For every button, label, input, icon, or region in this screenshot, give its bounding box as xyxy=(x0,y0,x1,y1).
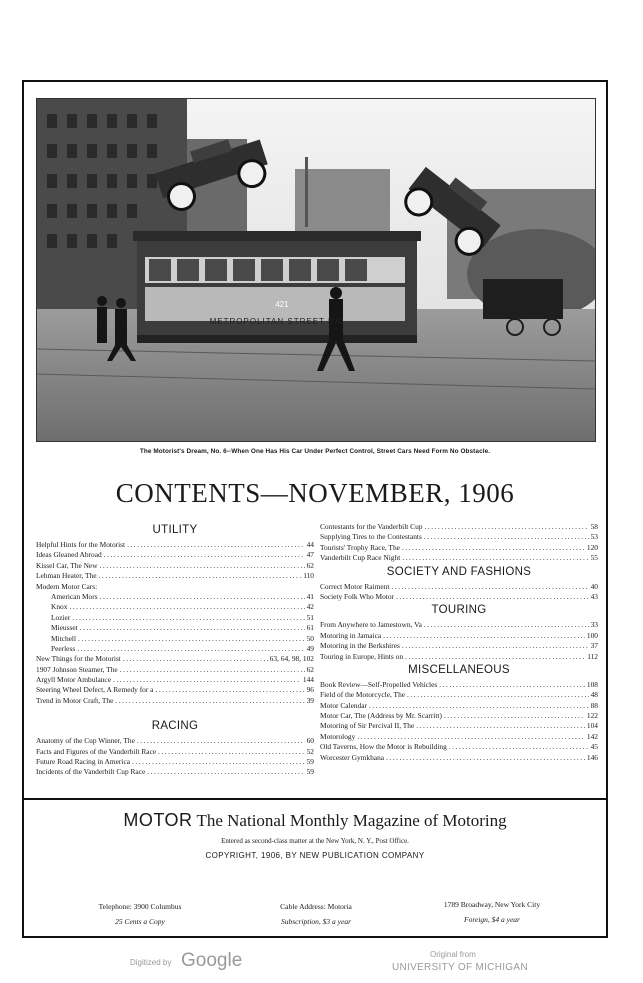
leader-dots xyxy=(155,685,304,695)
footer-telephone-block xyxy=(50,902,230,926)
contents-entry xyxy=(36,602,314,612)
copyright-line: COPYRIGHT, 1906, BY NEW PUBLICATION COMPANY xyxy=(205,851,425,860)
entry-page: 110 xyxy=(303,571,314,581)
entry-title: Field of the Motorcycle, The xyxy=(320,690,406,700)
foreign-price: Foreign, $4 a year xyxy=(464,915,520,924)
leader-dots xyxy=(132,757,305,767)
entry-title: Steering Wheel Defect, A Remedy for a xyxy=(36,685,154,695)
entry-title: Motorology xyxy=(320,731,356,741)
entry-page: 55 xyxy=(590,553,598,563)
entry-page: 96 xyxy=(306,685,314,695)
entry-title: Kissel Car, The New xyxy=(36,560,98,570)
leader-dots xyxy=(391,582,588,592)
entry-title: Society Folk Who Motor xyxy=(320,591,394,601)
entry-page: 104 xyxy=(586,721,598,731)
entry-title: Correct Motor Raiment xyxy=(320,581,390,591)
contents-entry xyxy=(36,571,314,581)
contents-entry xyxy=(320,721,598,731)
contents-entry xyxy=(36,665,314,675)
entry-title: Anatomy of the Cup Winner, The xyxy=(36,736,135,746)
leader-dots xyxy=(147,767,304,777)
leader-dots xyxy=(396,592,589,602)
magazine-tagline: The National Monthly Magazine of Motoring xyxy=(196,811,507,830)
entry-title: Motoring in the Berkshires xyxy=(320,641,400,651)
entry-page: 53 xyxy=(590,532,598,542)
contents-entry xyxy=(320,652,598,662)
entry-page: 50 xyxy=(306,633,314,643)
leader-dots xyxy=(104,550,305,560)
entry-page: 42 xyxy=(306,602,314,612)
entry-title: Incidents of the Vanderbilt Cup Race xyxy=(36,767,146,777)
contents-title: CONTENTS—NOVEMBER, 1906 xyxy=(115,478,515,508)
entry-title: From Anywhere to Jamestown, Va xyxy=(320,620,422,630)
leader-dots xyxy=(444,711,585,721)
streetcar-sign: METROPOLITAN STREET RAI xyxy=(209,317,345,326)
cable-address: Cable Address: Motoria xyxy=(280,902,352,911)
original-from-label: Original from xyxy=(430,950,476,959)
contents-entry xyxy=(36,592,314,602)
entry-title: Helpful Hints for the Motorist xyxy=(36,540,126,549)
leader-dots xyxy=(69,602,304,612)
contents-entry xyxy=(36,675,314,685)
entry-page: 61 xyxy=(306,623,314,633)
contents-entry xyxy=(36,644,314,654)
entry-page: 100 xyxy=(586,630,598,640)
contents-entry xyxy=(36,540,314,550)
entry-page: 120 xyxy=(586,542,598,552)
contents-entry xyxy=(320,553,598,563)
leader-dots xyxy=(369,701,589,711)
entry-title: Old Taverns, How the Motor is Rebuilding xyxy=(320,742,447,752)
leader-dots xyxy=(424,620,589,630)
entry-page: 47 xyxy=(306,550,314,560)
entry-page: 39 xyxy=(306,695,314,705)
entry-title: Motoring in Jamaica xyxy=(320,630,382,640)
entry-title: Argyll Motor Ambulance xyxy=(36,675,111,685)
entry-page: 44 xyxy=(306,540,314,549)
entry-page: 33 xyxy=(590,620,598,630)
entry-title: Contestants for the Vanderbilt Cup xyxy=(320,522,423,531)
entry-title: New Things for the Motorist xyxy=(36,654,121,664)
leader-dots xyxy=(99,571,302,581)
leader-dots xyxy=(100,561,305,571)
office-address: 1789 Broadway, New York City xyxy=(443,900,541,909)
entry-page: 59 xyxy=(306,757,314,767)
contents-entry xyxy=(36,561,314,571)
contents-entry xyxy=(36,550,314,560)
entry-title: Worcester Gymkhana xyxy=(320,752,385,762)
entry-title: Supplying Tires to the Contestants xyxy=(320,532,422,542)
contents-entry xyxy=(36,654,314,664)
magazine-name: MOTOR xyxy=(123,810,193,830)
entry-title: Knox xyxy=(51,602,68,612)
contents-entry xyxy=(36,613,314,623)
entry-title: Mitchell xyxy=(51,633,77,643)
entry-title: Trend in Motor Craft, The xyxy=(36,695,114,705)
entry-title: Lozier xyxy=(51,612,71,622)
leader-dots xyxy=(407,690,589,700)
google-logo: Google xyxy=(181,950,243,971)
leader-dots xyxy=(402,543,585,553)
masthead xyxy=(24,810,606,860)
entry-title: Lehman Heater, The xyxy=(36,571,97,581)
entry-title: Modern Motor Cars: xyxy=(36,581,98,591)
contents-entry xyxy=(36,747,314,757)
entry-page: 112 xyxy=(587,651,598,661)
telephone: Telephone: 3900 Columbus xyxy=(98,902,182,911)
leader-dots xyxy=(424,532,589,542)
footer-cable-block xyxy=(226,902,406,926)
masthead-divider xyxy=(24,798,606,800)
leader-dots xyxy=(123,654,268,664)
leader-dots xyxy=(449,742,589,752)
cover-photograph xyxy=(36,98,596,442)
entry-title: Future Road Racing in America xyxy=(36,757,131,767)
entry-page: 122 xyxy=(586,711,598,721)
entry-title: Peerless xyxy=(51,643,76,653)
entry-page: 62 xyxy=(306,664,314,674)
leader-dots xyxy=(115,696,304,706)
contents-entry xyxy=(320,631,598,641)
entry-title: Motoring of Sir Percival II, The xyxy=(320,721,415,731)
leader-dots xyxy=(113,675,301,685)
entry-title: 1907 Johnson Steamer, The xyxy=(36,664,118,674)
entry-title: Vanderbilt Cup Race Night xyxy=(320,553,401,563)
section-heading: SOCIETY AND FASHIONS xyxy=(386,565,532,578)
leader-dots xyxy=(402,553,588,563)
entry-page: 62 xyxy=(306,560,314,570)
contents-entry xyxy=(320,742,598,752)
entry-page: 43 xyxy=(590,591,598,601)
contents-entry xyxy=(36,634,314,644)
leader-dots xyxy=(158,747,304,757)
leader-dots xyxy=(127,540,305,550)
postal-entry-note: Entered as second-class matter at the New York, N. Y., Post Office. xyxy=(221,837,409,845)
section-heading: UTILITY xyxy=(152,524,198,536)
street-scene-image xyxy=(37,99,595,441)
leader-dots xyxy=(416,721,585,731)
entry-title: Motor Car, The (Address by Mr. Scarritt) xyxy=(320,711,442,721)
leader-dots xyxy=(78,634,305,644)
contents-entry xyxy=(320,701,598,711)
contents-entry xyxy=(36,685,314,695)
leader-dots xyxy=(77,644,304,654)
entry-page: 88 xyxy=(590,700,598,710)
leader-dots xyxy=(439,680,585,690)
contents-entry xyxy=(320,592,598,602)
price-per-copy: 25 Cents a Copy xyxy=(115,917,165,926)
contents-entry xyxy=(320,711,598,721)
contents-entry xyxy=(36,757,314,767)
leader-dots xyxy=(383,631,585,641)
entry-title: Book Review—Self-Propelled Vehicles xyxy=(320,679,438,689)
contents-entry xyxy=(320,680,598,690)
contents-entry xyxy=(36,582,314,592)
contents-entry xyxy=(320,620,598,630)
section-heading: RACING xyxy=(151,720,199,733)
leader-dots xyxy=(100,592,305,602)
contents-entry xyxy=(320,732,598,742)
entry-page: 142 xyxy=(586,731,598,741)
contents-entry xyxy=(320,532,598,542)
entry-page: 144 xyxy=(302,675,314,685)
contents-entry xyxy=(320,522,598,532)
leader-dots xyxy=(402,641,589,651)
leader-dots xyxy=(137,736,305,746)
leader-dots xyxy=(357,732,585,742)
entry-page: 59 xyxy=(306,767,314,777)
entry-page: 40 xyxy=(590,581,598,591)
entry-title: Mieusset xyxy=(51,623,78,633)
entry-page: 45 xyxy=(590,742,598,752)
contents-left-column xyxy=(36,522,314,778)
streetcar-number: 421 xyxy=(275,300,289,309)
entry-page: 60 xyxy=(306,736,314,746)
contents-entry xyxy=(36,623,314,633)
contents-entry xyxy=(320,641,598,651)
contents-entry xyxy=(320,753,598,763)
section-heading: MISCELLANEOUS xyxy=(408,663,510,676)
contents-entry xyxy=(36,696,314,706)
entry-page: 49 xyxy=(306,643,314,653)
contents-entry xyxy=(320,582,598,592)
contents-entry xyxy=(320,543,598,553)
entry-page: 51 xyxy=(306,612,314,622)
leader-dots xyxy=(386,753,585,763)
entry-page: 63, 64, 98, 102 xyxy=(269,654,314,664)
leader-dots xyxy=(80,623,305,633)
contents-entry xyxy=(36,767,314,777)
leader-dots xyxy=(405,652,585,662)
entry-page: 41 xyxy=(306,591,314,601)
entry-title: Ideas Gleaned Abroad xyxy=(36,550,102,560)
entry-page: 146 xyxy=(586,752,598,762)
leader-dots xyxy=(425,522,589,532)
section-spacer xyxy=(36,706,314,718)
footer-address-block xyxy=(402,900,582,924)
entry-title: Touring in Europe, Hints on xyxy=(320,651,404,661)
contents-entry xyxy=(320,690,598,700)
leader-dots xyxy=(72,613,304,623)
contents-entry xyxy=(36,736,314,746)
entry-page: 48 xyxy=(590,690,598,700)
contents-right-column xyxy=(320,522,598,763)
section-heading: TOURING xyxy=(431,604,487,617)
entry-title: Tourists' Trophy Race, The xyxy=(320,542,400,552)
entry-title: American Mors xyxy=(51,591,98,601)
entry-page: 58 xyxy=(590,522,598,531)
entry-page: 37 xyxy=(590,641,598,651)
entry-title: Facts and Figures of the Vanderbilt Race xyxy=(36,746,157,756)
entry-page: 52 xyxy=(306,746,314,756)
magazine-page xyxy=(22,80,608,938)
leader-dots xyxy=(120,665,305,675)
entry-title: Motor Calendar xyxy=(320,700,367,710)
university-label: UNIVERSITY OF MICHIGAN xyxy=(392,962,528,973)
digitized-by-label: Digitized by xyxy=(130,958,172,967)
photo-caption: The Motorist's Dream, No. 6--When One Has His Car Under Perfect Control, Street Cars Need Form No Obstacle. xyxy=(139,448,491,455)
subscription-price: Subscription, $3 a year xyxy=(281,917,351,926)
entry-page: 108 xyxy=(586,679,598,689)
